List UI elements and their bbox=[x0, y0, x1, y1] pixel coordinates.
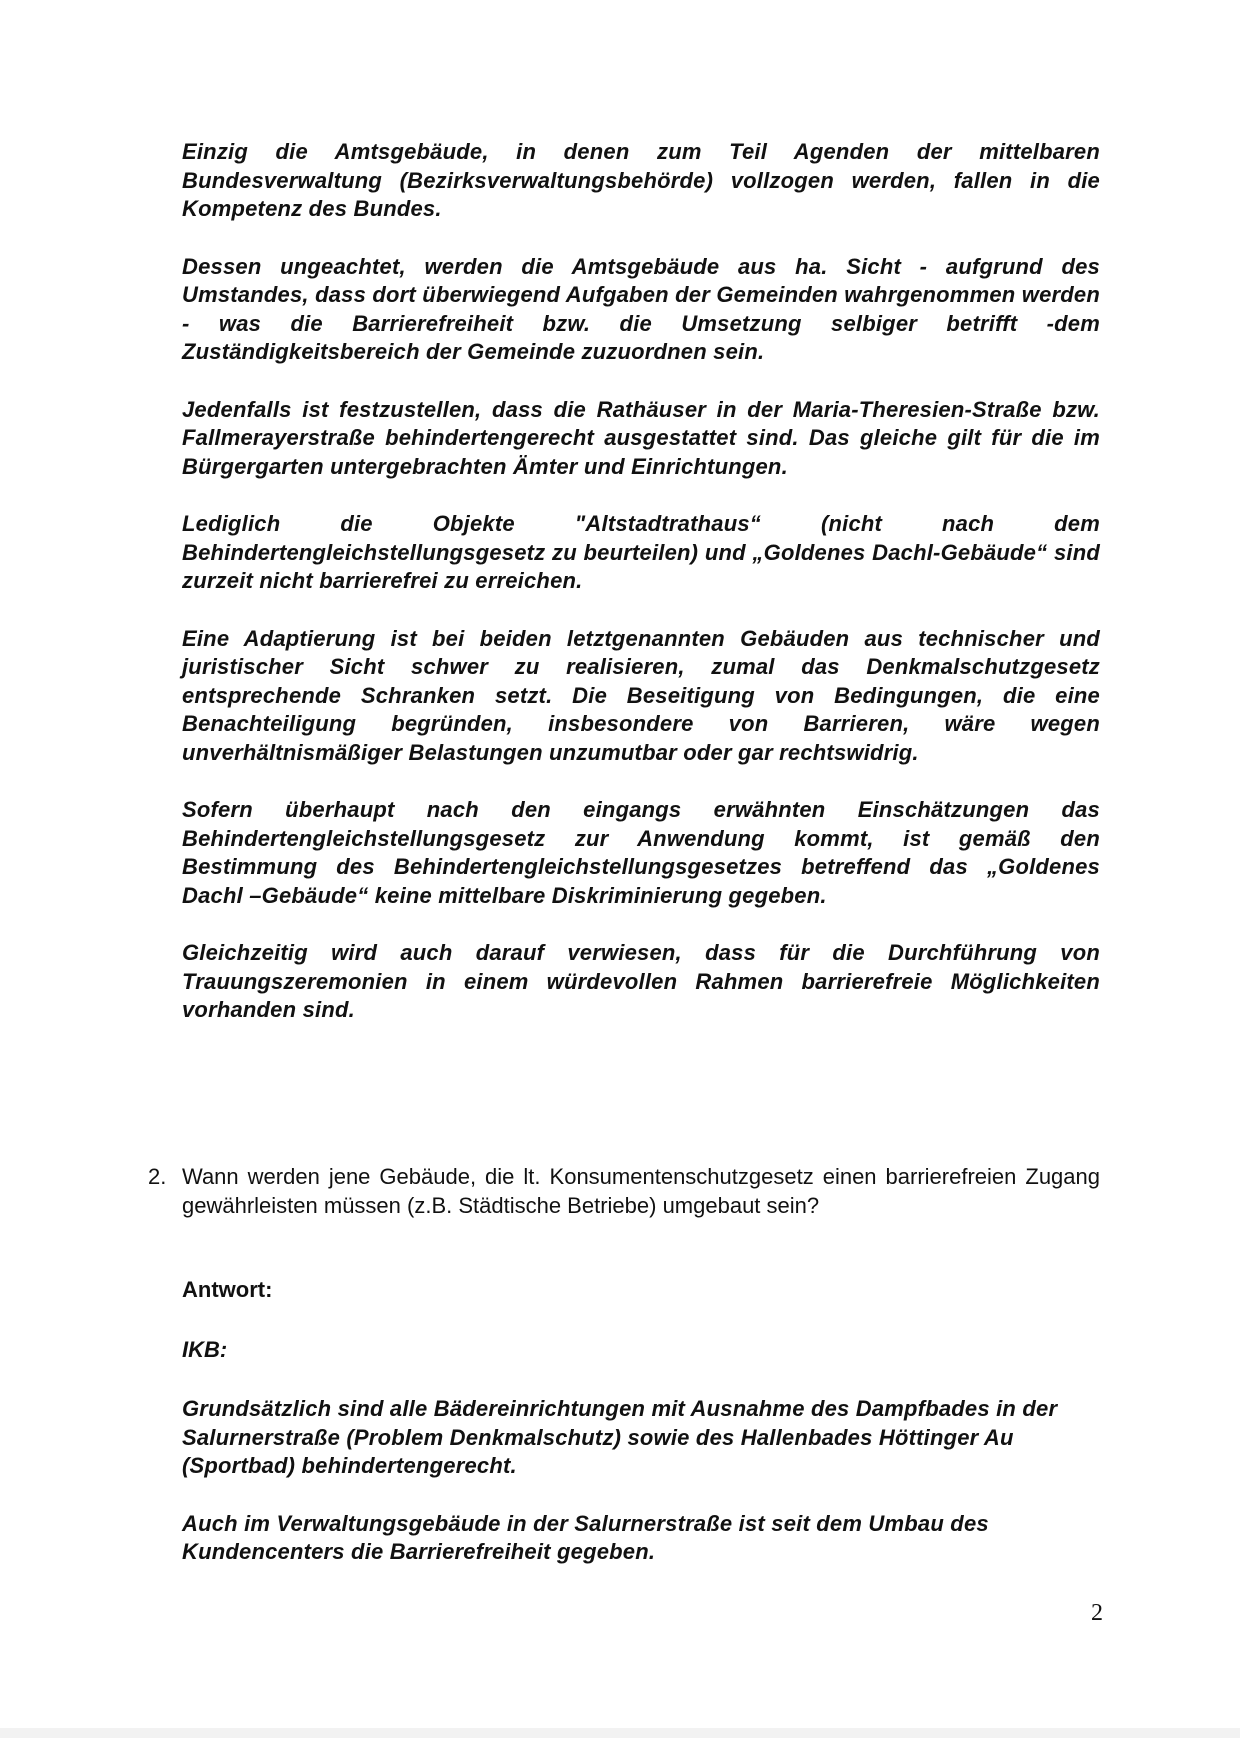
paragraph-trauung: Gleichzeitig wird auch darauf verwiesen, dass für die Durchführung von Trauungszeremonien in einem würdevollen Rahmen barrierefreie Möglichkeiten vorhanden sind. bbox=[182, 940, 1100, 1022]
question-2 bbox=[148, 1163, 1100, 1220]
paragraph-diskriminierung: Sofern überhaupt nach den eingangs erwähnten Einschätzungen das Behindertengleichstellungsgesetz zur Anwendung kommt, ist gemäß den Bestimmung des Behindertengleichstellungsgesetzes betreffend das „Goldenes Dachl –Gebäude“ keine mittelbare Diskriminierung gegeben. bbox=[182, 797, 1100, 908]
answer-block bbox=[182, 1276, 1100, 1596]
page-number: 2 bbox=[1091, 1600, 1103, 1626]
question-number: 2. bbox=[148, 1164, 167, 1189]
answer-label: Antwort: bbox=[182, 1277, 273, 1302]
paragraph-objekte: Lediglich die Objekte "Altstadtrathaus“ (nicht nach dem Behindertengleichstellungsgesetz zu beurteilen) und „Goldenes Dachl-Gebäude“ sind zurzeit nicht barrierefrei zu erreichen. bbox=[182, 511, 1100, 593]
scan-edge-divider bbox=[0, 1728, 1240, 1738]
paragraph-adaptierung: Eine Adaptierung ist bei beiden letztgenannten Gebäuden aus technischer und juristischer Sicht schwer zu realisieren, zumal das Denkmalschutzgesetz entsprechende Schranken setzt. Die Beseitigung von Bedingungen, die eine Benachteiligung begründen, insbesondere von Barrieren, wäre wegen unverhältnismäßiger Belastungen unzumutbar oder gar rechtswidrig. bbox=[182, 625, 1100, 765]
answer-paragraph-baeder: Grundsätzlich sind alle Bädereinrichtungen mit Ausnahme des Dampfbades in der Salurnerstraße (Problem Denkmalschutz) sowie des Hallenbades Höttinger Au (Sportbad) behindertengerecht. bbox=[182, 1396, 1058, 1478]
paragraph-amtsgebaeude: Einzig die Amtsgebäude, in denen zum Teil Agenden der mittelbaren Bundesverwaltung (Bezirksverwaltungsbehörde) vollzogen werden, fallen in die Kompetenz des Bundes. bbox=[182, 139, 1100, 221]
answer-org-label: IKB: bbox=[182, 1336, 228, 1362]
body-text bbox=[182, 138, 1100, 1054]
paragraph-zustaendigkeit: Dessen ungeachtet, werden die Amtsgebäude aus ha. Sicht - aufgrund des Umstandes, dass dort überwiegend Aufgaben der Gemeinden wahrgenommen werden - was die Barrierefreiheit bzw. die Umsetzung selbiger betrifft -dem Zuständigkeitsbereich der Gemeinde zuzuordnen sein. bbox=[182, 253, 1100, 364]
question-text: Wann werden jene Gebäude, die lt. Konsumentenschutzgesetz einen barrierefreien Zugang gewährleisten müssen (z.B. Städtische Betriebe) umgebaut sein? bbox=[182, 1164, 1100, 1218]
paragraph-rathaeuser: Jedenfalls ist festzustellen, dass die Rathäuser in der Maria-Theresien-Straße bzw. Fallmerayerstraße behindertengerecht ausgestattet sind. Das gleiche gilt für die im Bürgergarten untergebrachten Ämter und Einrichtungen. bbox=[182, 396, 1100, 479]
answer-paragraph-verwaltung: Auch im Verwaltungsgebäude in der Salurnerstraße ist seit dem Umbau des Kundencenters die Barrierefreiheit gegeben. bbox=[182, 1510, 989, 1564]
